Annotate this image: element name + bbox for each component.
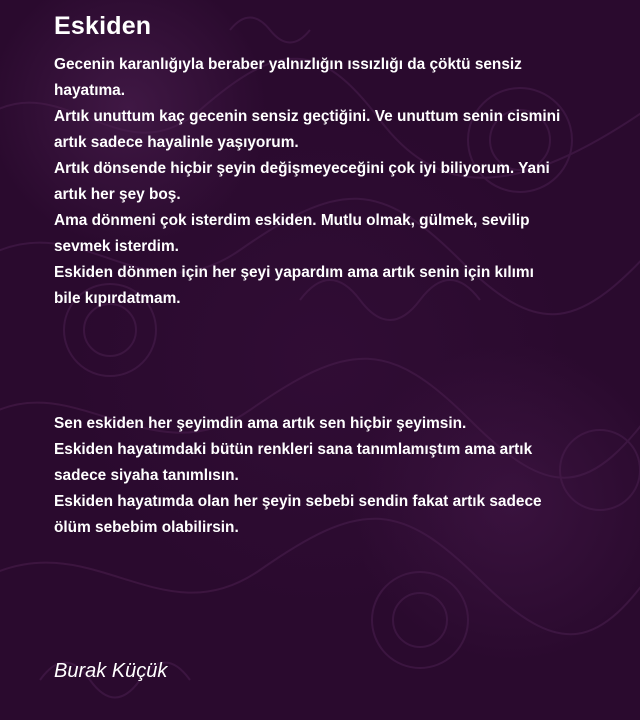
poem-line: sadece siyaha tanımlısın. (54, 467, 239, 484)
poem-line: Artık unuttum kaç gecenin sensiz geçtiğini. Ve unuttum senin cismini (54, 108, 561, 125)
poem-line: Ama dönmeni çok isterdim eskiden. Mutlu olmak, gülmek, sevilip (54, 212, 530, 229)
poem-line: Eskiden hayatımda olan her şeyin sebebi sendin fakat artık sadece (54, 493, 542, 510)
poem-line: Gecenin karanlığıyla beraber yalnızlığın ıssızlığı da çöktü sensiz (54, 56, 522, 73)
poem-stanza-2 (54, 411, 614, 541)
poem-line: hayatıma. (54, 82, 126, 99)
poem-line: Artık dönsende hiçbir şeyin değişmeyeceğini çok iyi biliyorum. Yani (54, 160, 550, 177)
poem-title: Eskiden (54, 12, 152, 40)
poem-line: artık sadece hayalinle yaşıyorum. (54, 134, 299, 151)
poem-line: sevmek isterdim. (54, 238, 179, 255)
poem-line: Eskiden hayatımdaki bütün renkleri sana tanımlamıştım ama artık (54, 441, 533, 458)
poem-author: Burak Küçük (54, 660, 168, 682)
poem-line: Eskiden dönmen için her şeyi yapardım ama artık senin için kılımı (54, 264, 534, 281)
poem-stanza-1 (54, 52, 614, 312)
poem-line: Sen eskiden her şeyimdin ama artık sen hiçbir şeyimsin. (54, 415, 467, 432)
poem-line: artık her şey boş. (54, 186, 181, 203)
poem-line: bile kıpırdatmam. (54, 290, 181, 307)
poem-line: ölüm sebebim olabilirsin. (54, 519, 239, 536)
